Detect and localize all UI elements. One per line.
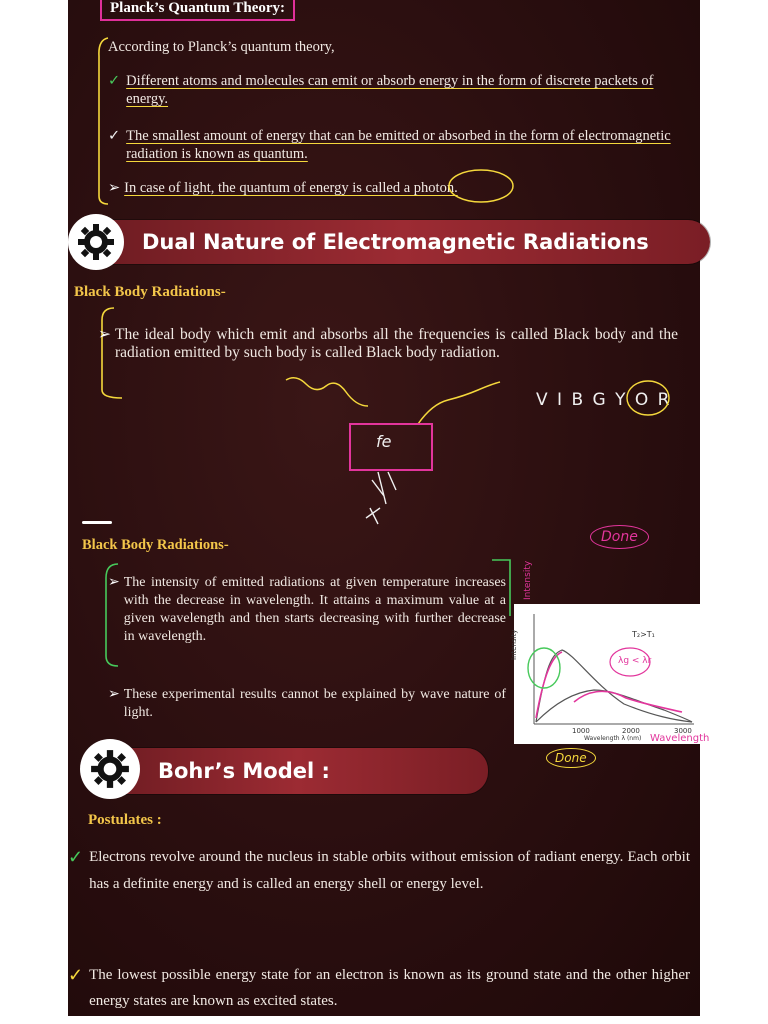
check-icon: ✓	[108, 128, 121, 144]
graph-tick-1: 1000	[572, 727, 590, 735]
bbr2-bullet-1: ➢ The intensity of emitted radiations at given temperature increases with the decrease in wavelength. It attains a maximum value at a given wavelength and then starts decreasing with further decrease in wavelength.	[108, 575, 506, 644]
photon-circle	[446, 166, 516, 206]
dual-nature-heading: Dual Nature of Electromagnetic Radiations	[98, 220, 710, 264]
bbr1-heading: Black Body Radiations-	[74, 284, 226, 300]
vibgyor-label: V I B G Y O R	[536, 390, 672, 410]
fe-label: fe	[376, 432, 392, 451]
r-circle	[624, 378, 672, 418]
planck-title: Planck’s Quantum Theory:	[100, 0, 295, 21]
gear-icon	[80, 739, 140, 799]
gear-icon	[68, 214, 124, 270]
arrow-bullet-icon: ➢	[98, 326, 111, 343]
bohr-heading: Bohr’s Model :	[108, 748, 488, 794]
planck-intro: According to Planck’s quantum theory,	[108, 39, 335, 55]
bohr-item-1: ✓ Electrons revolve around the nucleus in stable orbits without emission of radiant energy. Each orbit has a definite energy and is called an energy shell or energy level.	[68, 844, 690, 898]
intensity-annotation: Intensity	[523, 560, 533, 600]
done-stamp-2: Done	[546, 748, 596, 768]
planck-bullet-2: ✓ The smallest amount of energy that can be emitted or absorbed in the form of electromagnetic radiation is known as quantum.	[108, 128, 671, 162]
bbr2-heading: Black Body Radiations-	[82, 537, 229, 553]
divider	[82, 521, 112, 524]
graph-tick-3: 3000	[674, 727, 692, 735]
done-stamp-1: Done	[590, 525, 649, 549]
bohr-item-2: ✓ The lowest possible energy state for an electron is known as its ground state and the other higher energy states are known as excited states.	[68, 962, 690, 1014]
graph-ylabel: Intensity	[510, 629, 518, 660]
lambda-annotation: λg < λr	[618, 656, 652, 666]
wavelength-annotation: Wavelength	[650, 733, 710, 744]
document-page	[68, 0, 710, 1016]
check-icon: ✓	[68, 965, 84, 985]
blackbody-sketch	[268, 372, 528, 532]
graph-plot	[514, 604, 700, 744]
blackbody-graph	[510, 604, 700, 744]
arrow-bullet-icon: ➢	[108, 687, 120, 702]
graph-tick-2: 2000	[622, 727, 640, 735]
bbr1-text: ➢ The ideal body which emit and absorbs all the frequencies is called Black body and the radiation emitted by such body is called Black body radiation.	[98, 326, 678, 361]
arrow-bullet-icon: ➢	[108, 575, 120, 590]
postulates-heading: Postulates :	[88, 812, 162, 828]
bbr2-bullet-2: ➢ These experimental results cannot be explained by wave nature of light.	[108, 687, 506, 720]
planck-bullet-1: ✓ Different atoms and molecules can emit or absorb energy in the form of discrete packets of energy.	[108, 73, 654, 107]
graph-xlabel: Wavelength λ (nm)	[584, 735, 642, 742]
check-icon: ✓	[68, 847, 84, 867]
graph-t-label: T₂>T₁	[632, 630, 655, 639]
check-icon: ✓	[108, 73, 121, 89]
planck-bullet-3: ➢ In case of light, the quantum of energy is called a photon.	[108, 180, 458, 196]
arrow-bullet-icon: ➢	[108, 180, 121, 196]
